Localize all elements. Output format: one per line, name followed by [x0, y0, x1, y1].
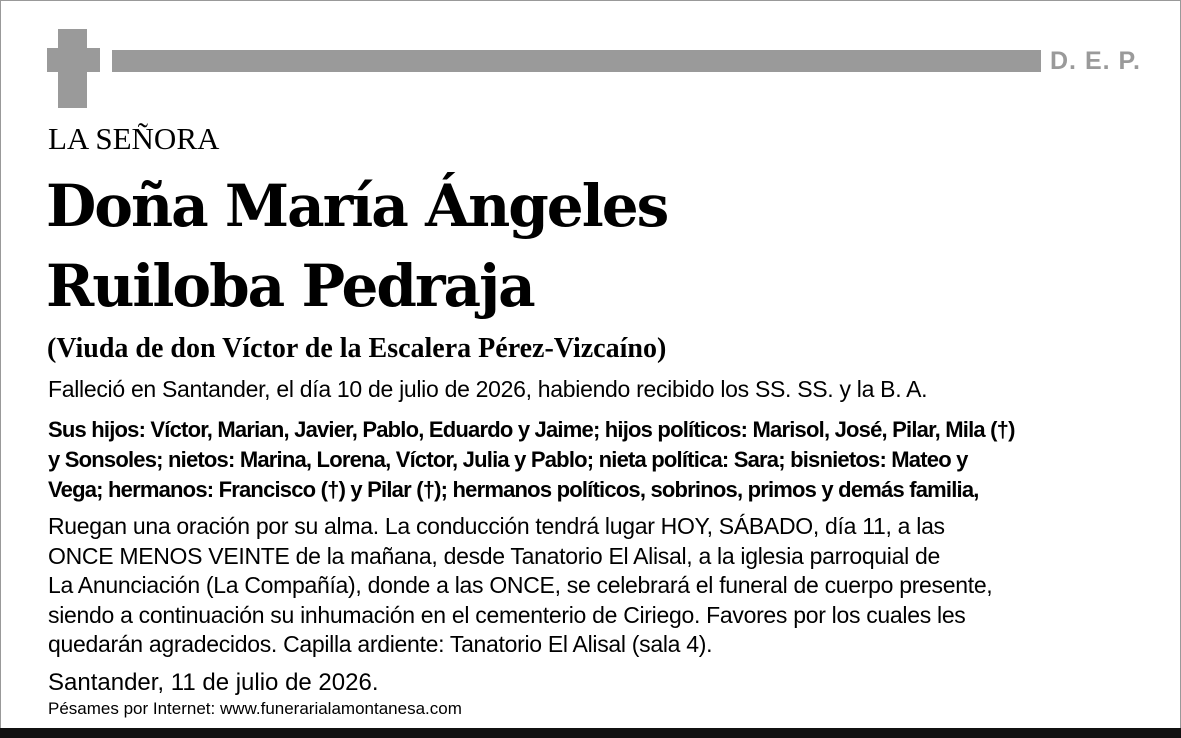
name-line-1: Doña María Ángeles — [46, 172, 668, 240]
dep-label: D. E. P. — [1050, 47, 1141, 75]
body-line: ONCE MENOS VEINTE de la mañana, desde Tanatorio El Alisal, a la iglesia parroquial de — [48, 542, 940, 569]
deceased-name — [46, 166, 667, 326]
body-line: siendo a continuación su inhumación en el cementerio de Ciriego. Favores por los cuales les — [48, 601, 966, 628]
header-rule — [112, 50, 1041, 72]
body-line: Ruegan una oración por su alma. La conducción tendrá lugar HOY, SÁBADO, día 11, a las — [48, 513, 945, 539]
widow-of: (Viuda de don Víctor de la Escalera Pérez-Vizcaíno) — [47, 333, 667, 364]
cross-horizontal-bar — [47, 48, 100, 72]
title-prefix: LA SEÑORA — [48, 121, 220, 156]
bottom-border — [0, 728, 1181, 738]
body-line: La Anunciación (La Compañía), donde a las ONCE, se celebrará el funeral de cuerpo presente, — [48, 572, 993, 598]
service-details — [48, 512, 992, 660]
family-list — [48, 415, 1138, 505]
body-line: quedarán agradecidos. Capilla ardiente: Tanatorio El Alisal (sala 4). — [48, 631, 713, 657]
name-line-2: Ruiloba Pedraja — [46, 252, 534, 320]
condolences-link[interactable]: Pésames por Internet: www.funerarialamontanesa.com — [48, 699, 462, 718]
family-line: Vega; hermanos: Francisco (†) y Pilar (†); hermanos políticos, sobrinos, primos y demás familia, — [48, 477, 979, 502]
death-statement: Falleció en Santander, el día 10 de julio de 2026, habiendo recibido los SS. SS. y la B. A. — [48, 376, 928, 402]
place-date: Santander, 11 de julio de 2026. — [48, 669, 379, 696]
family-line: Sus hijos: Víctor, Marian, Javier, Pablo, Eduardo y Jaime; hijos políticos: Marisol, José, Pilar, Mila (†) — [48, 417, 1015, 442]
family-line: y Sonsoles; nietos: Marina, Lorena, Víctor, Julia y Pablo; nieta política: Sara; bisnietos: Mateo y — [48, 447, 968, 472]
